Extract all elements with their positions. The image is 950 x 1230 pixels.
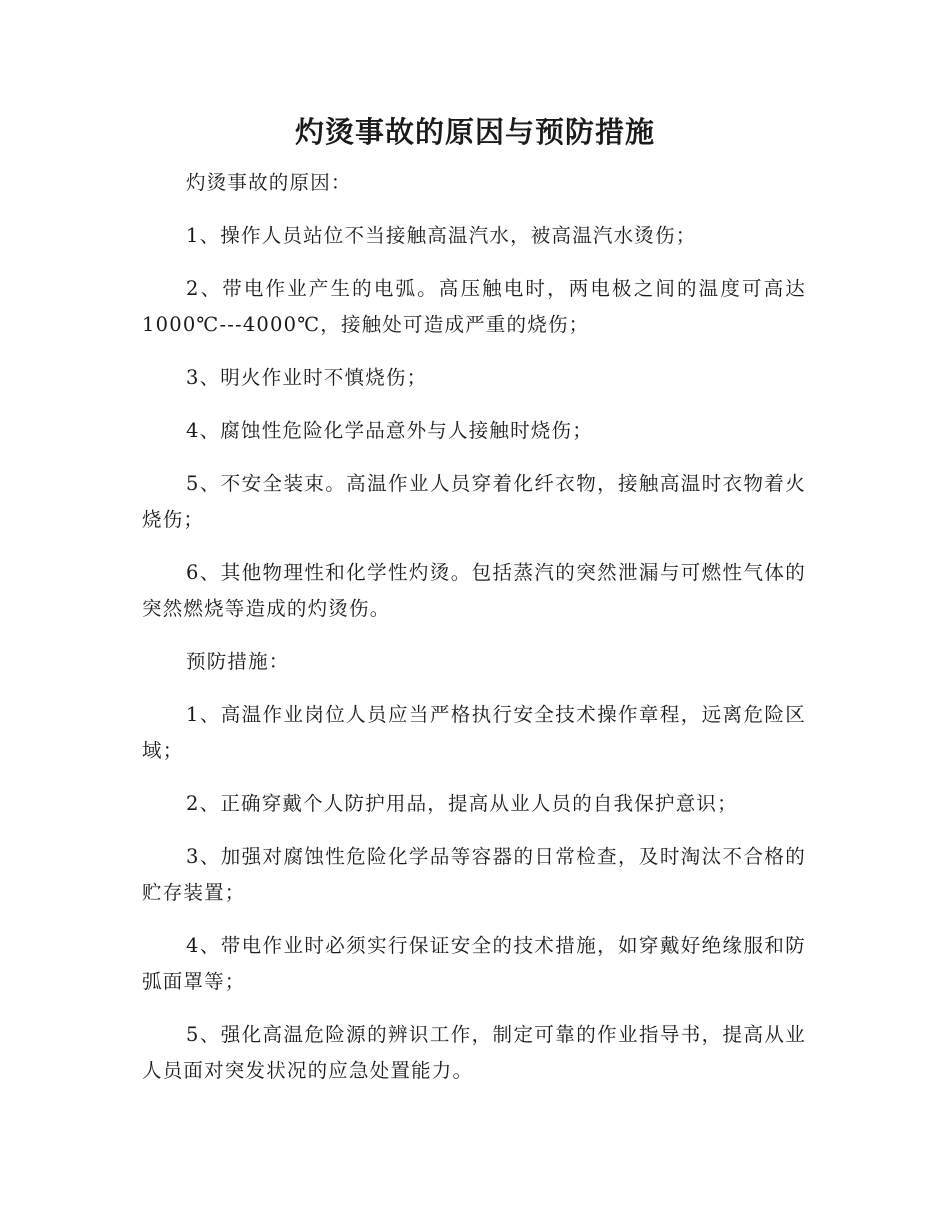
- prevention-item-2: 2、正确穿戴个人防护用品，提高从业人员的自我保护意识；: [186, 792, 738, 815]
- prevention-item-5: 5、强化高温危险源的辨识工作，制定可靠的作业指导书，提高从业人员面对突发状况的应急处置能力。: [142, 1023, 806, 1082]
- prevention-item-4: 4、带电作业时必须实行保证安全的技术措施，如穿戴好绝缘服和防弧面罩等；: [142, 934, 806, 993]
- section-heading-prevention: 预防措施：: [186, 650, 290, 673]
- cause-item-3: 3、明火作业时不慎烧伤；: [186, 366, 428, 389]
- document-title: 灼烫事故的原因与预防措施: [294, 115, 655, 149]
- section-heading-causes: 灼烫事故的原因：: [186, 171, 352, 194]
- cause-item-5: 5、不安全装束。高温作业人员穿着化纤衣物，接触高温时衣物着火烧伤；: [142, 472, 806, 531]
- prevention-item-1: 1、高温作业岗位人员应当严格执行安全技术操作章程，远离危险区域；: [142, 703, 806, 762]
- cause-item-1: 1、操作人员站位不当接触高温汽水，被高温汽水烫伤；: [186, 224, 697, 247]
- cause-item-2: 2、带电作业产生的电弧。高压触电时，两电极之间的温度可高达1000℃---4000℃，接触处可造成严重的烧伤；: [142, 277, 806, 336]
- document-body: [142, 165, 806, 1106]
- prevention-item-3: 3、加强对腐蚀性危险化学品等容器的日常检查，及时淘汰不合格的贮存装置；: [142, 845, 806, 904]
- cause-item-6: 6、其他物理性和化学性灼烫。包括蒸汽的突然泄漏与可燃性气体的突然燃烧等造成的灼烫伤。: [142, 561, 806, 620]
- cause-item-4: 4、腐蚀性危险化学品意外与人接触时烧伤；: [186, 419, 593, 442]
